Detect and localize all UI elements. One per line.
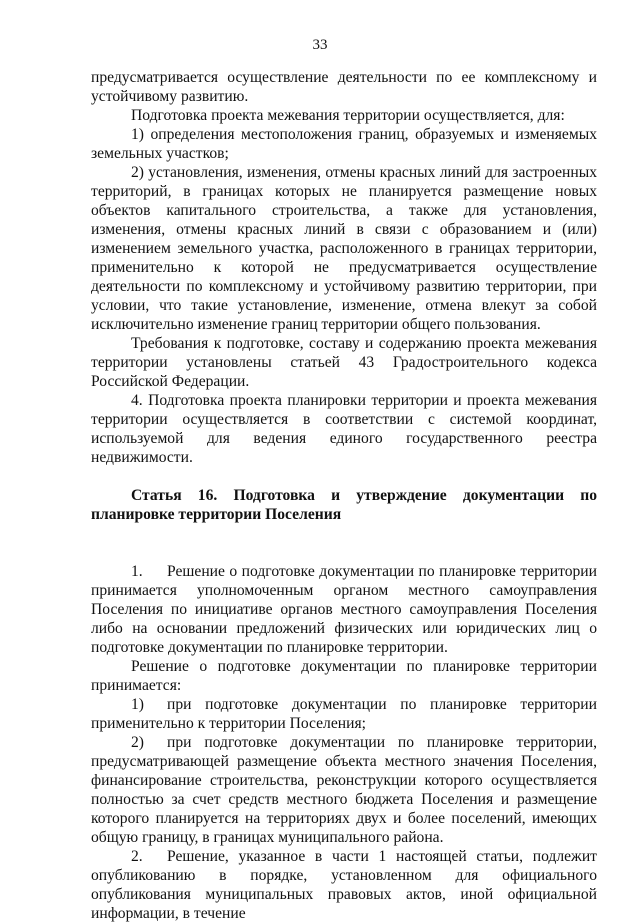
paragraph: предусматривается осуществление деятельности по ее комплексному и устойчивому развитию. bbox=[91, 69, 597, 105]
article-paragraph bbox=[91, 695, 597, 733]
paragraph-number: 2. bbox=[131, 848, 143, 865]
paragraph-text: Решение о подготовке документации по планировке территории принимается уполномоченным органом местного самоуправления Поселения по инициативе органов местного самоуправления Поселения либо на основании предложений физических или юридических лиц о подготовке документации по планировке территории. bbox=[91, 563, 597, 656]
paragraph-number: 1. bbox=[131, 563, 143, 580]
article-heading: Статья 16. Подготовка и утверждение документации по планировке территории Поселения bbox=[91, 487, 597, 523]
paragraph-text: Решение, указанное в части 1 настоящей статьи, подлежит опубликованию в порядке, установленном для официального опубликования муниципальных правовых актов, иной официальной информации, в течение bbox=[91, 848, 597, 922]
article-paragraph bbox=[91, 733, 597, 847]
paragraph: Подготовка проекта межевания территории осуществляется, для: bbox=[131, 107, 565, 124]
paragraph-number: 2) bbox=[131, 734, 144, 751]
paragraph-number: 1) bbox=[131, 696, 144, 713]
article-paragraph bbox=[91, 847, 597, 923]
paragraph: Требования к подготовке, составу и содержанию проекта межевания территории установлены статьей 43 Градостроительного кодекса Российской Федерации. bbox=[91, 335, 597, 390]
page-number: 33 bbox=[312, 37, 328, 53]
document-body bbox=[91, 68, 597, 923]
article-paragraph bbox=[91, 562, 597, 657]
paragraph: 1) определения местоположения границ, образуемых и изменяемых земельных участков; bbox=[91, 126, 597, 162]
article-paragraph bbox=[91, 657, 597, 695]
paragraph-text: при подготовке документации по планировке территории применительно к территории Поселения; bbox=[91, 696, 597, 732]
paragraph-text: при подготовке документации по планировке территории, предусматривающей размещение объекта местного значения Поселения, финансирование строительства, реконструкции которого осуществляется полностью за счет средств местного бюджета Поселения и размещение которого планируется на территориях двух и более поселений, имеющих общую границу, в границах муниципального района. bbox=[91, 734, 597, 846]
paragraph: 4. Подготовка проекта планировки территории и проекта межевания территории осуществляется в соответствии с системой координат, используемой для ведения единого государственного реестра недвижимости. bbox=[91, 392, 597, 466]
paragraph: 2) установления, изменения, отмены красных линий для застроенных территорий, в границах которых не планируется размещение новых объектов капитального строительства, а также для установления, изменения, отмены красных линий в связи с образованием и (или) изменением земельного участка, расположенного в границах территории, применительно к которой не предусматривается осуществление деятельности по комплексному и устойчивому развитию территории, при условии, что такие установление, изменение, отмена влекут за собой исключительно изменение границ территории общего пользования. bbox=[91, 164, 597, 333]
paragraph-text: Решение о подготовке документации по планировке территории принимается: bbox=[91, 658, 597, 694]
